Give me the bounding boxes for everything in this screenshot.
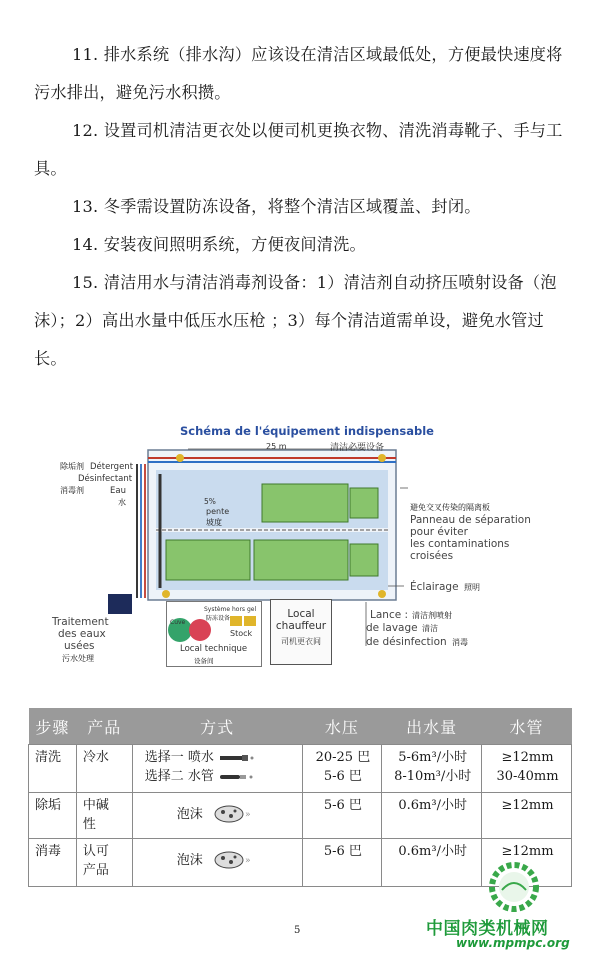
cell-product (76, 793, 132, 839)
cell-mode (132, 839, 302, 887)
local-chauffeur-box (270, 599, 332, 665)
header-product: 产品 (76, 708, 132, 745)
cell-step: 除垢 (29, 793, 77, 839)
mode-option-2-label: 选择二 水管 (144, 769, 214, 784)
header-pressure: 水压 (302, 708, 382, 745)
mode-option-1-label: 选择一 喷水 (144, 750, 214, 765)
paragraph-12: 12. 设置司机清洁更衣处以便司机更换衣物、清洗消毒靴子、手与工具。 (34, 121, 563, 178)
svg-text:»: » (244, 856, 251, 866)
watermark-name: 中国肉类机械网 (426, 919, 549, 939)
header-pipe: 水管 (482, 708, 572, 745)
eclairage-label: Éclairage (410, 581, 459, 593)
pente-value: 5% (204, 497, 216, 506)
treatment-tank (108, 594, 132, 614)
panneau-line-4: croisées (410, 550, 454, 562)
pente-label: pente (206, 507, 230, 516)
local-chauffeur-cn: 司机更衣间 (281, 637, 321, 646)
foam-icon (207, 803, 253, 825)
cuve-label: Cuve (170, 619, 186, 626)
mode-foam-label: 泡沫 (176, 852, 203, 868)
product-line-2: 产品 (82, 863, 109, 878)
truck-lower-cab (350, 544, 378, 576)
cell-mode (132, 793, 302, 839)
lance-desinfection-cn-label: 消毒 (452, 638, 468, 647)
figure-subtitle: 清洁必要设备 (330, 443, 385, 453)
desinfectant-label: Désinfectant (78, 474, 133, 484)
local-technique-cn-label: 设备间 (194, 657, 214, 665)
cell-pipe (482, 745, 572, 793)
pressure-1: 20-25 巴 (315, 750, 371, 765)
paragraph-14: 14. 安装夜间照明系统，方便夜间清洗。 (72, 235, 366, 254)
cell-pipe: ≥12mm (482, 839, 572, 887)
paragraph-13: 13. 冬季需设置防冻设备，将整个清洁区域覆盖、封闭。 (72, 197, 481, 216)
table-row (29, 793, 572, 839)
cell-step: 清洗 (29, 745, 77, 793)
watermark-url: www.mpmpc.org (456, 936, 570, 950)
local-technique-label: Local technique (180, 644, 248, 654)
desinfectant-cn-label: 消毒剂 (60, 486, 84, 495)
local-chauffeur-line-2: chauffeur (275, 620, 327, 632)
cell-pressure: 5-6 巴 (302, 839, 382, 887)
lance-label: Lance : (370, 609, 409, 621)
systeme-label: Système hors gel (204, 606, 257, 613)
header-step: 步骤 (29, 708, 77, 745)
product-line-1: 认可 (82, 844, 109, 859)
table-row (29, 745, 572, 793)
pipe-2: 30-40mm (496, 769, 559, 784)
table-header-row (29, 708, 572, 745)
mode-option-2 (145, 767, 298, 786)
traitement-line-3: usées (64, 640, 95, 652)
product-line-2: 性 (82, 817, 96, 832)
eau-cn-label: 水 (118, 498, 126, 507)
pipe-1: ≥12mm (501, 750, 554, 765)
detergent-cn-label: 除垢剂 (60, 462, 84, 471)
length-label: 25 m (266, 442, 287, 451)
panneau-line-2: pour éviter (410, 526, 468, 538)
truck-lower-trailer-1 (166, 540, 250, 580)
light-bottom-right (378, 590, 386, 598)
detergent-label: Détergent (90, 462, 134, 472)
equipment-schema-figure (48, 418, 552, 680)
lance-desinfection-label: de désinfection (366, 636, 447, 648)
figure-title: Schéma de l'équipement indispensable (180, 424, 434, 438)
cell-pipe: ≥12mm (482, 793, 572, 839)
page-number: 5 (294, 925, 301, 936)
eclairage-cn-label: 照明 (464, 583, 480, 592)
product-line-1: 中碱 (82, 798, 109, 813)
truck-upper-cab (350, 488, 378, 518)
lance-lavage-label: de lavage (366, 622, 418, 634)
spray-gun-icon (218, 752, 256, 764)
cell-pressure (302, 745, 382, 793)
lance-lavage-cn-label: 清洁 (422, 624, 438, 633)
eau-label: Eau (110, 486, 126, 496)
cell-product: 冷水 (76, 745, 132, 793)
truck-lower-trailer-2 (254, 540, 348, 580)
lance-cn-label: 清洁剂喷射 (412, 611, 452, 620)
cell-flow: 0.6m³/小时 (382, 839, 482, 887)
local-chauffeur-line-1: Local (287, 608, 315, 620)
cell-product (76, 839, 132, 887)
header-mode: 方式 (132, 708, 302, 745)
light-bottom-left (162, 590, 170, 598)
stock-label: Stock (230, 629, 253, 638)
mode-option-1 (145, 748, 298, 767)
cell-pressure: 5-6 巴 (302, 793, 382, 839)
panneau-line-3: les contaminations (410, 538, 510, 550)
flow-2: 8-10m³/小时 (394, 769, 472, 784)
foam-icon (207, 849, 253, 871)
cell-mode (132, 745, 302, 793)
pente-cn-label: 坡度 (206, 518, 222, 527)
gear-logo-icon (484, 860, 544, 914)
cell-flow: 0.6m³/小时 (382, 793, 482, 839)
paragraph-11: 11. 排水系统（排水沟）应该设在清洁区域最低处，方便最快速度将污水排出，避免污水积攒。 (34, 45, 563, 102)
watermark (424, 860, 600, 962)
hose-icon (218, 771, 256, 783)
flow-1: 5-6m³/小时 (398, 750, 468, 765)
systeme-cn-label: 防冻设备 (206, 615, 231, 622)
panneau-line-1: Panneau de séparation (410, 514, 531, 526)
header-flow: 出水量 (382, 708, 482, 745)
traitement-line-1: Traitement (52, 616, 109, 628)
paragraph-15: 15. 清洁用水与清洁消毒剂设备：1）清洁剂自动挤压喷射设备（泡沫）；2）高出水量中低压水压枪 ；3）每个清洁道需单设，避免水管过长。 (34, 273, 557, 368)
cell-flow (382, 745, 482, 793)
traitement-cn-label: 污水处理 (62, 654, 94, 663)
mode-foam-label: 泡沫 (176, 806, 203, 822)
traitement-line-2: des eaux (58, 628, 106, 640)
light-top-right (378, 454, 386, 462)
panneau-cn-label: 避免交叉传染的隔离板 (410, 503, 490, 512)
svg-text:»: » (244, 810, 251, 820)
light-top-left (176, 454, 184, 462)
truck-upper-trailer (262, 484, 348, 522)
cell-step: 消毒 (29, 839, 77, 887)
pressure-2: 5-6 巴 (323, 769, 362, 784)
